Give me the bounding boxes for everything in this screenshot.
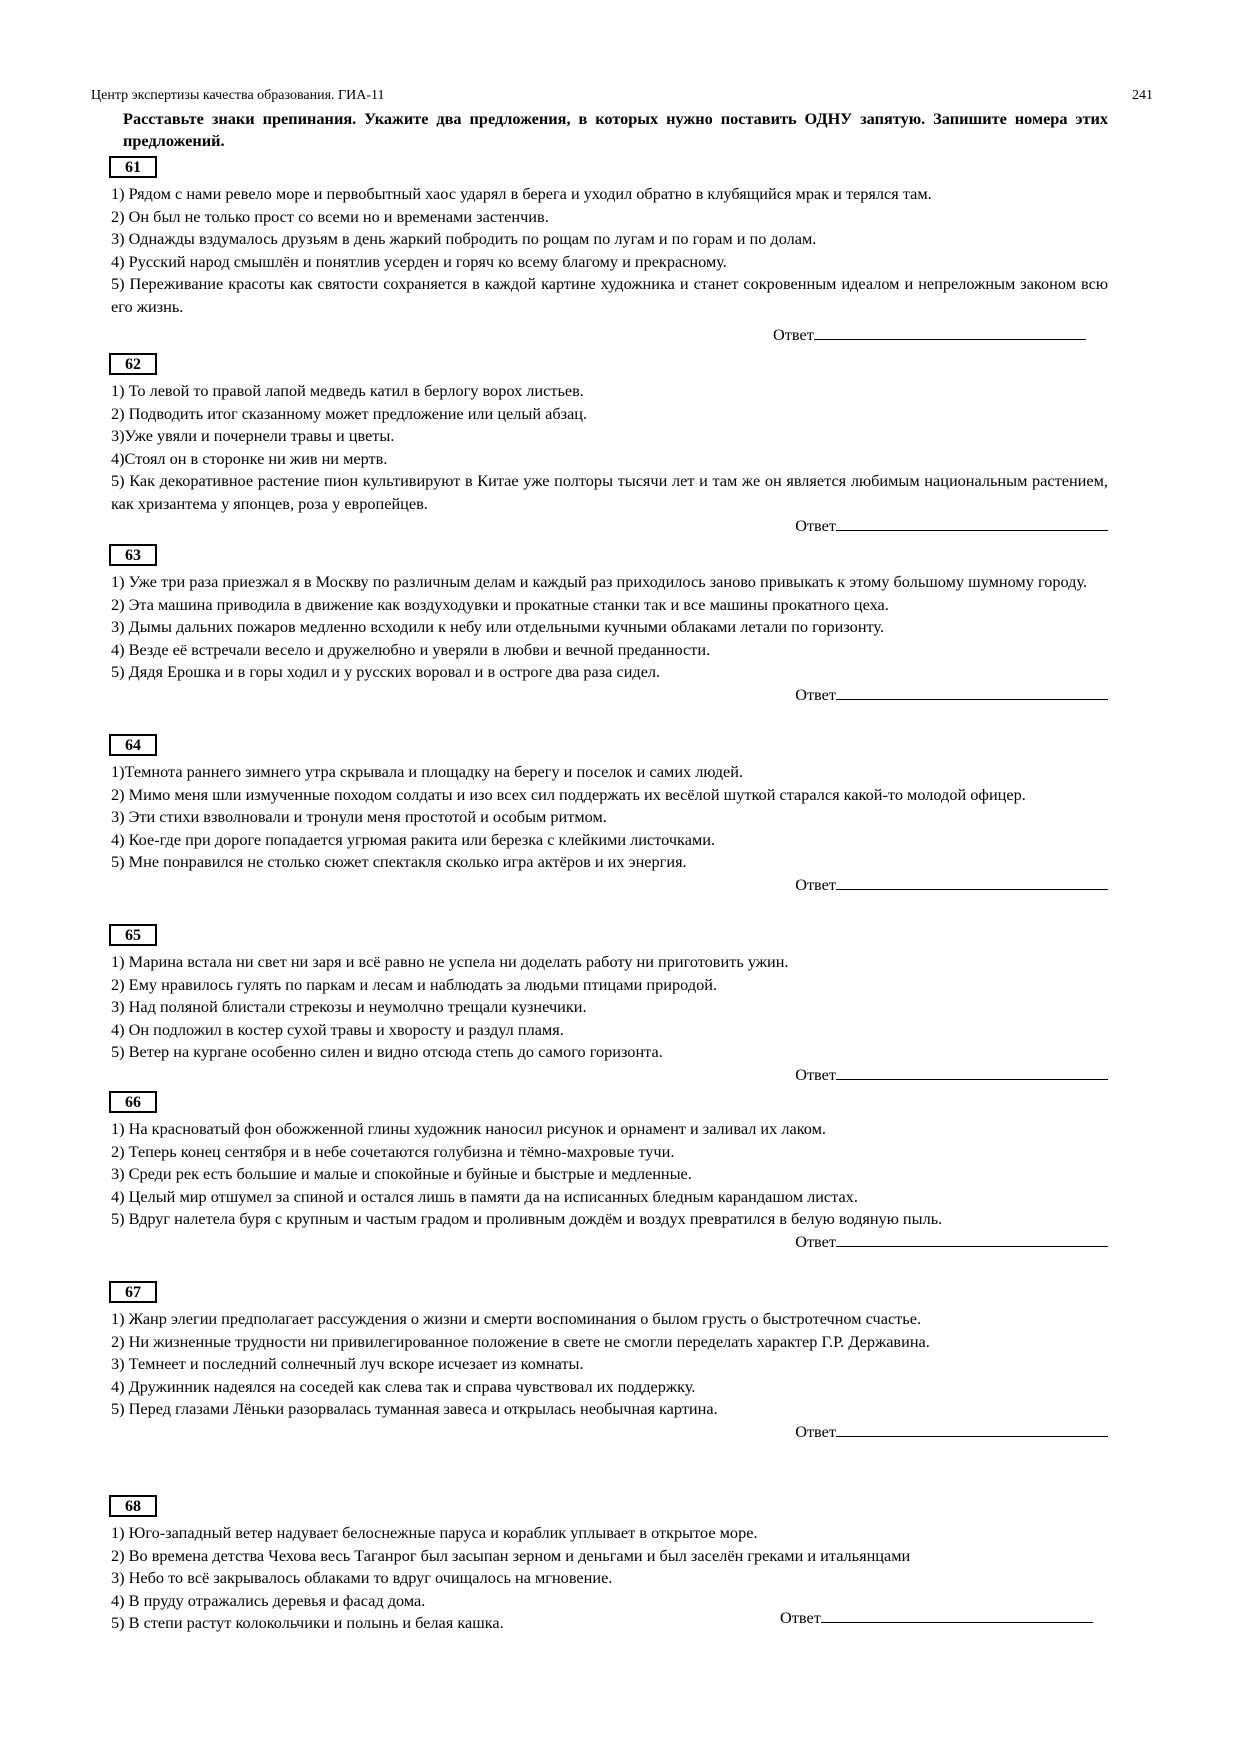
sentence: 3) Дымы дальних пожаров медленно всходили к небу или отдельными кучными облаками летали по горизонту. [111,617,885,636]
sentence: 2) Ему нравилось гулять по паркам и лесам и наблюдать за людьми птицами природой. [111,974,718,994]
answer-label: Ответ [795,1421,836,1441]
task-number: 61 [109,156,157,178]
task-number: 63 [109,544,157,566]
answer-field-61[interactable] [773,324,1086,347]
task-67 [111,1281,1108,1443]
answer-blank[interactable] [836,874,1108,890]
sentence: 3)Уже увяли и почернели травы и цветы. [111,426,395,445]
sentence: 1) То левой то правой лапой медведь катил в берлогу ворох листьев. [111,381,584,400]
sentence: 2) Мимо меня шли измученные походом солдаты и изо всех сил поддержать их весёлой шуткой старался какой-то молодой офицер. [111,784,1026,804]
sentence: 2) Он был не только прост со всеми но и временами застенчив. [111,206,549,226]
task-number: 67 [109,1281,157,1303]
answer-blank[interactable] [814,324,1086,340]
answer-label: Ответ [795,1064,836,1084]
sentence: 2) Подводить итог сказанному может предложение или целый абзац. [111,403,588,423]
sentence: 3) Среди рек есть большие и малые и спокойные и буйные и быстрые и медленные. [111,1164,692,1183]
sentence: 2) Теперь конец сентября и в небе сочетаются голубизна и тёмно-махровые тучи. [111,1141,675,1161]
sentence: 4) Он подложил в костер сухой травы и хворосту и раздул пламя. [111,1019,564,1039]
sentence: 1) Марина встала ни свет ни заря и всё равно не успела ни доделать работу ни приготовить ужин. [111,952,789,971]
sentence: 1) Жанр элегии предполагает рассуждения о жизни и смерти воспоминания о былом грусть о быстротечном счастье. [111,1309,922,1328]
answer-label: Ответ [795,1231,836,1251]
answer-label: Ответ [780,1608,821,1627]
task-number: 66 [109,1091,157,1113]
answer-field-66[interactable] [111,1231,1108,1254]
answer-blank[interactable] [836,1064,1108,1080]
answer-field-64[interactable] [111,874,1108,897]
sentence: 4) Целый мир отшумел за спиной и остался лишь в памяти да на исписанных бледным карандашом листах. [111,1186,858,1206]
task-66 [111,1091,1108,1253]
answer-label: Ответ [795,684,836,704]
sentence: 5) Мне понравился не столько сюжет спектакля сколько игра актёров и их энергия. [111,852,687,871]
sentence: 4) В пруду отражались деревья и фасад дома. [111,1590,426,1610]
task-63 [111,544,1108,706]
sentence: 1) Уже три раза приезжал я в Москву по различным делам и каждый раз приходилось заново привыкать к этому большому шумному городу. [111,572,1088,591]
sentence: 4) Кое-где при дороге попадается угрюмая ракита или березка с клейкими листочками. [111,829,716,849]
page-number: 241 [1132,88,1153,103]
answer-label: Ответ [795,874,836,894]
sentence: 5) Переживание красоты как святости сохраняется в каждой картине художника и станет сокровенным идеалом и непреложным законом всю его жизнь. [111,274,1108,316]
answer-blank[interactable] [836,684,1108,700]
answer-blank[interactable] [836,1231,1108,1247]
answer-label: Ответ [773,325,814,344]
sentence: 5) Вдруг налетела буря с крупным и частым градом и проливным дождём и воздух превратился в белую водяную пыль. [111,1209,943,1228]
answer-field-62[interactable] [111,515,1108,538]
answer-field-67[interactable] [111,1421,1108,1444]
sentence: 1) Юго-западный ветер надувает белоснежные паруса и кораблик уплывает в открытое море. [111,1523,758,1542]
sentence: 3) Эти стихи взволновали и тронули меня простотой и особым ритмом. [111,807,607,826]
task-64 [111,734,1108,896]
answer-field-63[interactable] [111,684,1108,707]
task-number: 65 [109,924,157,946]
header-left: Центр экспертизы качества образования. ГИА-11 [91,88,385,103]
task-62 [111,353,1108,538]
sentence: 5) Как декоративное растение пион культивируют в Китае уже полторы тысячи лет и там же он является любимым национальным растением, как хризантема у японцев, роза у европейцев. [111,471,1108,513]
sentence: 5) Перед глазами Лёньки разорвалась туманная завеса и открылась необычная картина. [111,1399,718,1418]
sentence: 1)Темнота раннего зимнего утра скрывала и площадку на берегу и поселок и самих людей. [111,762,744,781]
sentence: 3) Небо то всё закрывалось облаками то вдруг очищалось на мгновение. [111,1568,613,1587]
sentence: 5) Ветер на кургане особенно силен и видно отсюда степь до самого горизонта. [111,1042,663,1061]
sentence: 2) Ни жизненные трудности ни привилегированное положение в свете не смогли переделать характер Г.Р. Державина. [111,1331,930,1351]
answer-blank[interactable] [836,1421,1108,1437]
task-number: 62 [109,353,157,375]
sentence: 4) Русский народ смышлён и понятлив усерден и горяч ко всему благому и прекрасному. [111,251,727,271]
instruction: Расставьте знаки препинания. Укажите два предложения, в которых нужно поставить ОДНУ запятую. Запишите номера этих предложений. [123,109,1108,150]
task-61 [111,156,1108,318]
task-65 [111,924,1108,1086]
sentence: 2) Эта машина приводила в движение как воздуходувки и прокатные станки так и все машины прокатного цеха. [111,594,889,614]
sentence: 2) Во времена детства Чехова весь Таганрог был засыпан зерном и деньгами и был заселён греками и итальянцами [111,1545,911,1565]
answer-blank[interactable] [821,1607,1093,1623]
sentence: 4) Везде её встречали весело и дружелюбно и уверяли в любви и вечной преданности. [111,639,711,659]
sentence: 3) Однажды вздумалось друзьям в день жаркий побродить по рощам по лугам и по горам и по долам. [111,229,817,248]
sentence: 1) Рядом с нами ревело море и первобытный хаос ударял в берега и уходил обратно в клубящийся мрак и терялся там. [111,184,932,203]
sentence: 3) Темнеет и последний солнечный луч вскоре исчезает из комнаты. [111,1354,584,1373]
task-number: 68 [109,1495,157,1517]
sentence: 4) Дружинник надеялся на соседей как слева так и справа чувствовал их поддержку. [111,1376,696,1396]
answer-field-65[interactable] [111,1064,1108,1087]
sentence: 4)Стоял он в сторонке ни жив ни мертв. [111,448,388,468]
sentence: 3) Над поляной блистали стрекозы и неумолчно трещали кузнечики. [111,997,587,1016]
answer-field-68[interactable] [780,1607,1093,1630]
sentence: 1) На красноватый фон обожженной глины художник наносил рисунок и орнамент и заливал их лаком. [111,1119,826,1138]
answer-label: Ответ [795,516,836,535]
answer-blank[interactable] [836,515,1108,531]
sentence: 5) В степи растут колокольчики и полынь и белая кашка. [111,1613,504,1632]
sentence: 5) Дядя Ерошка и в горы ходил и у русских воровал и в остроге два раза сидел. [111,662,661,681]
task-number: 64 [109,734,157,756]
